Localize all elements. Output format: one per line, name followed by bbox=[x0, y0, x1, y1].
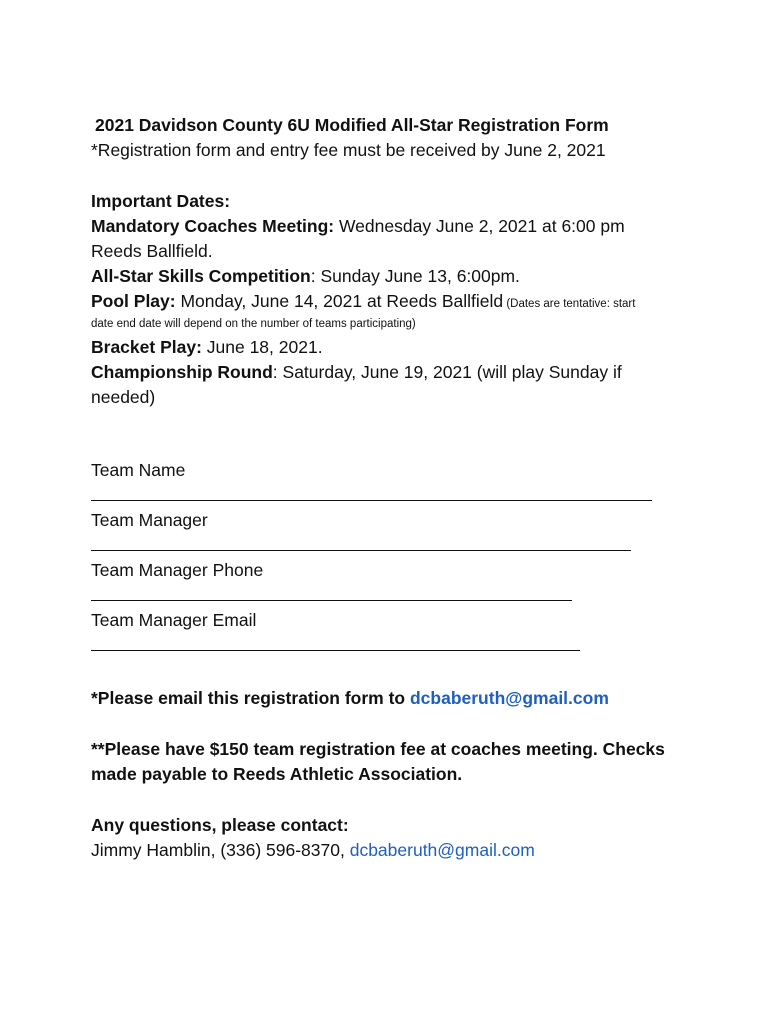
team-manager-email-label: Team Manager Email bbox=[91, 610, 257, 630]
important-dates-heading: Important Dates: bbox=[91, 191, 231, 211]
fee-note-line-2: made payable to Reeds Athletic Association. bbox=[91, 764, 463, 784]
email-note-line bbox=[91, 686, 730, 711]
skills-competition-value: : Sunday June 13, 6:00pm. bbox=[310, 266, 520, 286]
form-subtitle: *Registration form and entry fee must be received by June 2, 2021 bbox=[91, 140, 606, 160]
pool-play-note: (Dates are tentative: start bbox=[503, 298, 636, 310]
fee-note-line-1: **Please have $150 team registration fee at coaches meeting. Checks bbox=[91, 739, 665, 759]
team-info-fields bbox=[91, 458, 730, 658]
coaches-meeting-location: Reeds Ballfield. bbox=[91, 241, 213, 261]
team-manager-phone-blank[interactable] bbox=[91, 583, 730, 608]
championship-label: Championship Round bbox=[91, 362, 273, 382]
important-dates-section bbox=[91, 189, 730, 410]
skills-competition-label: All-Star Skills Competition bbox=[91, 266, 311, 286]
header-block bbox=[91, 113, 730, 163]
championship-line-continued: needed) bbox=[91, 387, 156, 407]
bracket-play-label: Bracket Play: bbox=[91, 337, 202, 357]
skills-competition-line bbox=[91, 264, 730, 289]
bracket-play-value: June 18, 2021. bbox=[201, 337, 323, 357]
team-manager-blank[interactable] bbox=[91, 533, 730, 558]
coaches-meeting-label: Mandatory Coaches Meeting: bbox=[91, 216, 335, 236]
form-title: 2021 Davidson County 6U Modified All-Star Registration Form bbox=[95, 115, 609, 135]
email-note-text: *Please email this registration form to bbox=[91, 688, 410, 708]
pool-play-note-continued: date end date will depend on the number of teams participating) bbox=[91, 318, 416, 330]
email-note bbox=[91, 686, 730, 711]
team-name-label: Team Name bbox=[91, 460, 186, 480]
contact-heading: Any questions, please contact: bbox=[91, 815, 349, 835]
email-link[interactable]: dcbaberuth@gmail.com bbox=[409, 688, 609, 708]
championship-value: : Saturday, June 19, 2021 (will play Sunday if bbox=[272, 362, 622, 382]
team-manager-email-blank[interactable] bbox=[91, 633, 730, 658]
contact-section bbox=[91, 813, 730, 863]
contact-line bbox=[91, 838, 730, 863]
pool-play-value: Monday, June 14, 2021 at Reeds Ballfield bbox=[175, 291, 504, 311]
team-manager-label: Team Manager bbox=[91, 510, 208, 530]
team-name-blank[interactable] bbox=[91, 483, 730, 508]
coaches-meeting-line bbox=[91, 214, 730, 239]
championship-line bbox=[91, 360, 730, 385]
pool-play-label: Pool Play: bbox=[91, 291, 176, 311]
fee-note bbox=[91, 737, 730, 787]
coaches-meeting-value: Wednesday June 2, 2021 at 6:00 pm bbox=[334, 216, 625, 236]
pool-play-line bbox=[91, 289, 730, 314]
team-manager-phone-label: Team Manager Phone bbox=[91, 560, 264, 580]
bracket-play-line bbox=[91, 335, 730, 360]
contact-text: Jimmy Hamblin, (336) 596-8370, bbox=[91, 840, 350, 860]
contact-email-link[interactable]: dcbaberuth@gmail.com bbox=[349, 840, 535, 860]
